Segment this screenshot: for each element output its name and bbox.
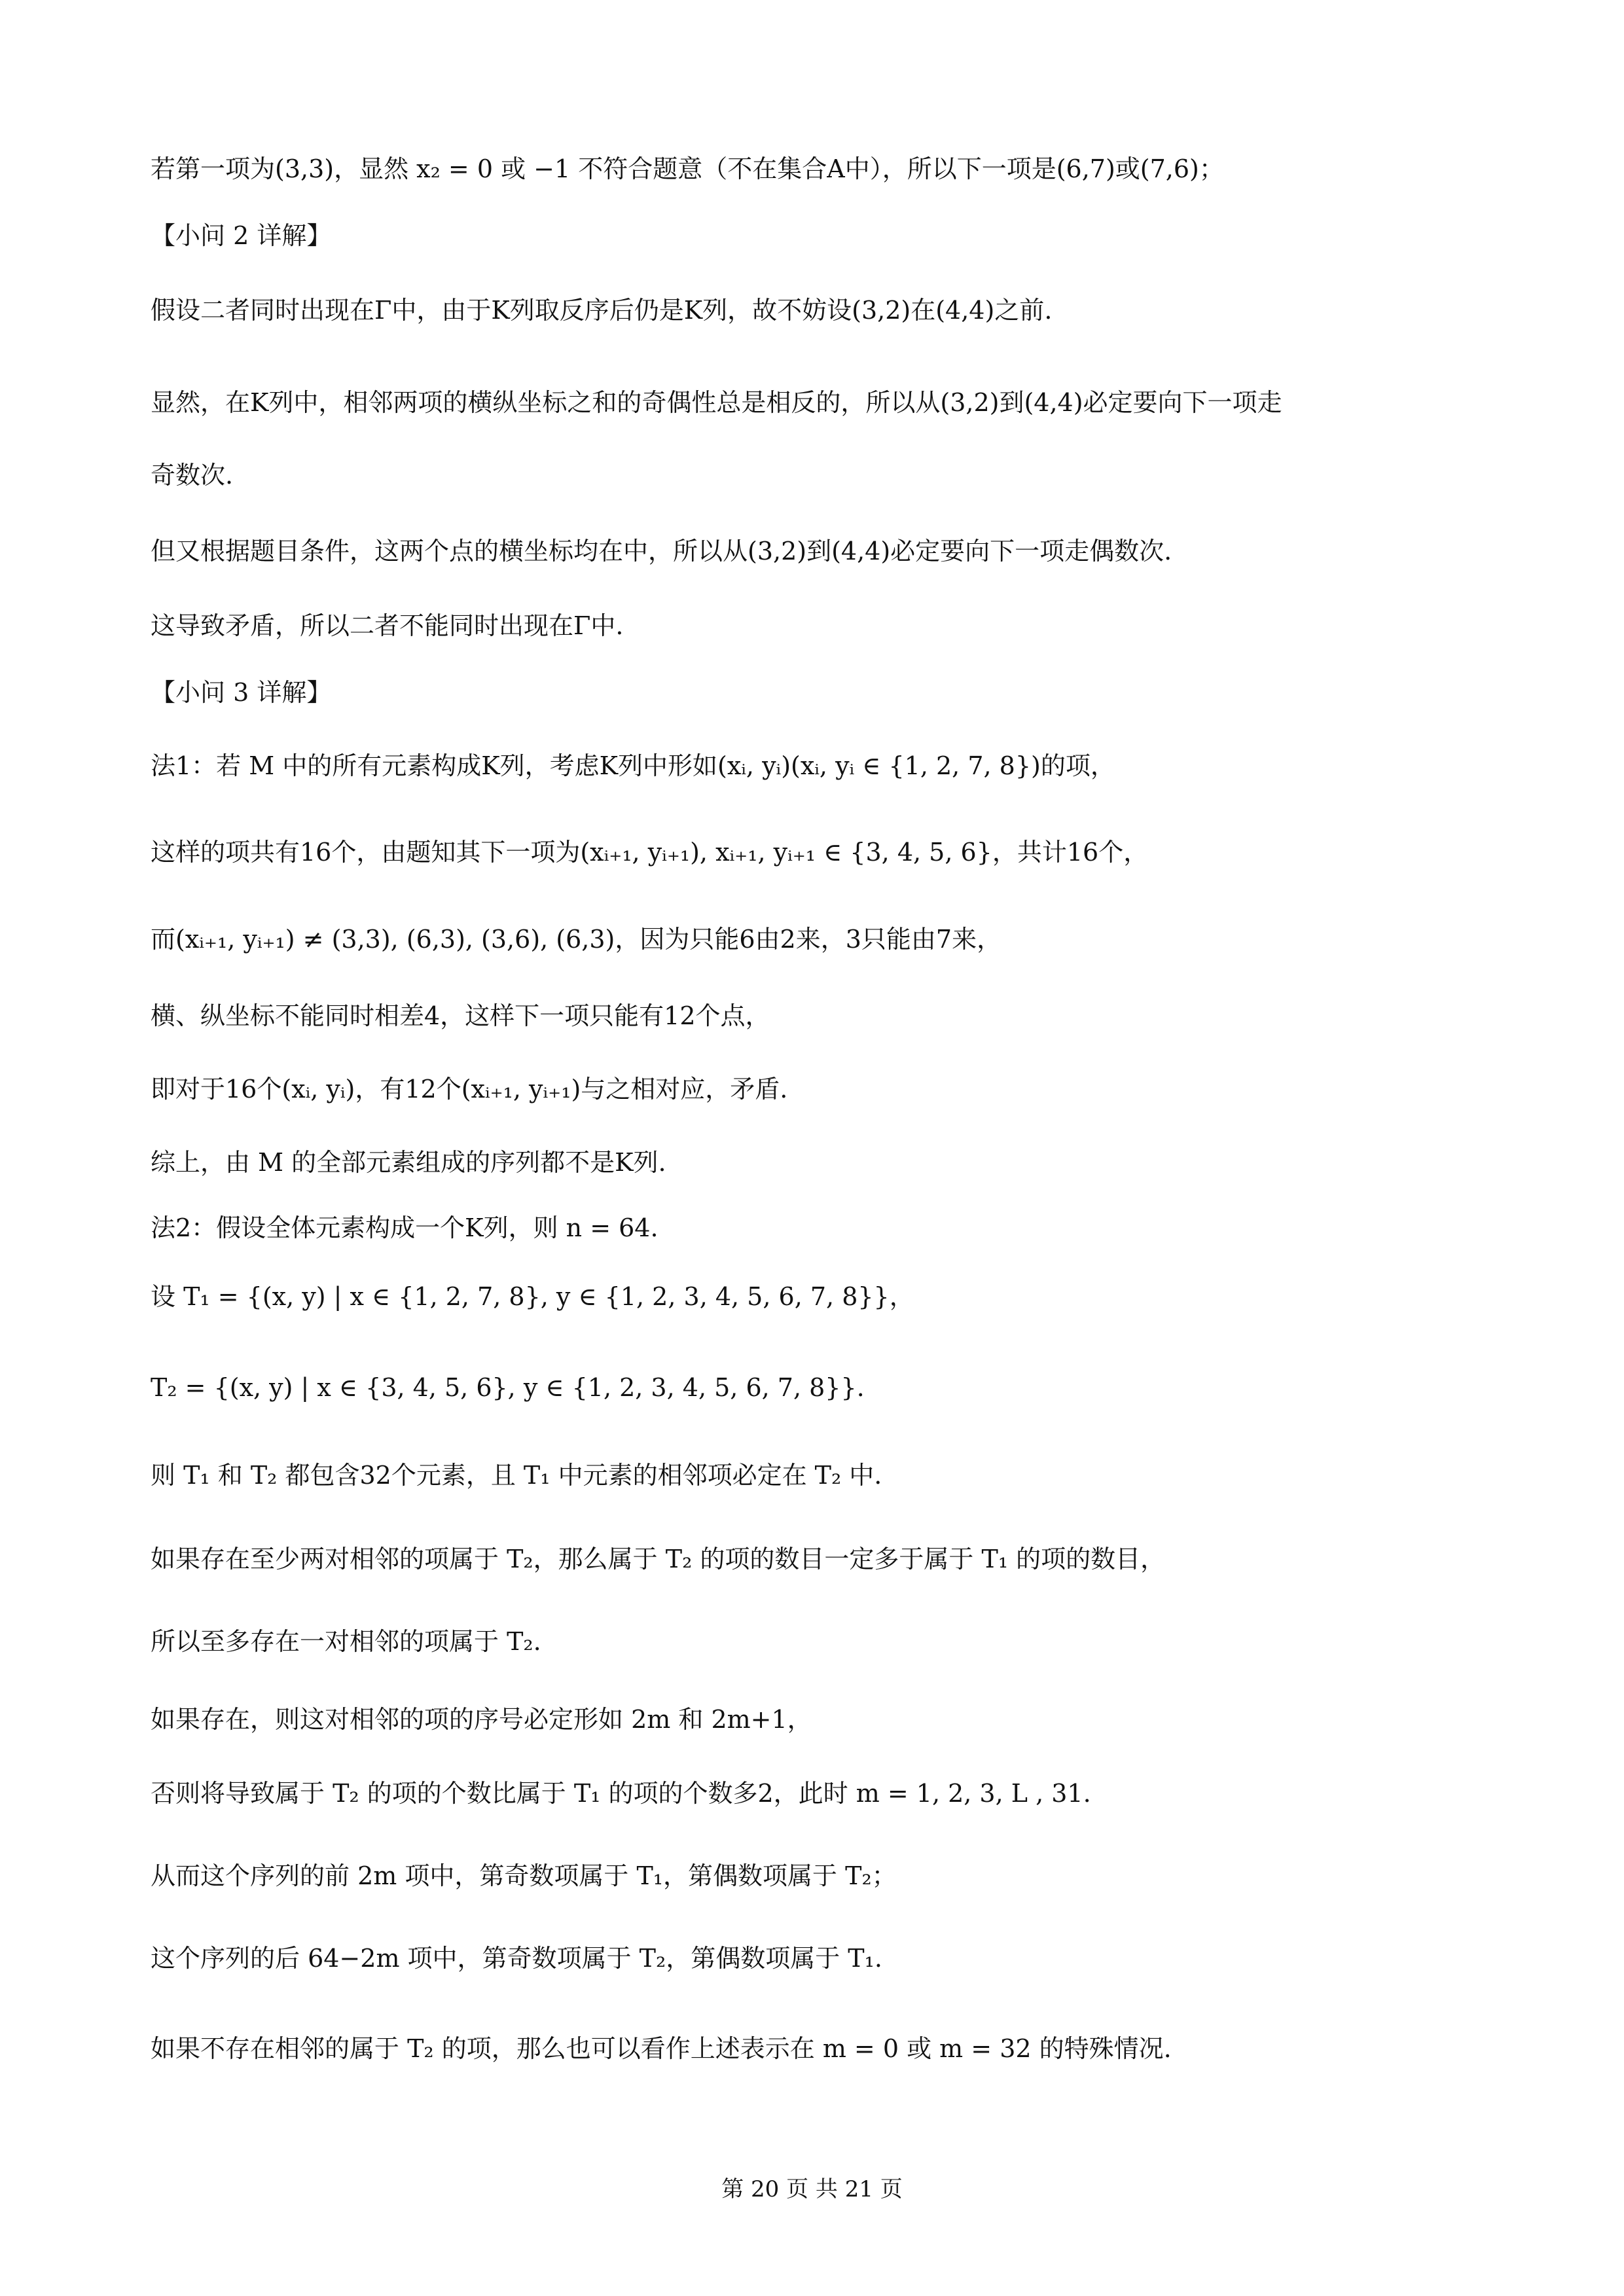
section-heading-q2: 【小问 2 详解】 (151, 221, 332, 250)
paragraph-line-21: 从而这个序列的前 2m 项中，第奇数项属于 T₁，第偶数项属于 T₂； (151, 1861, 897, 1890)
paragraph-line-16: 则 T₁ 和 T₂ 都包含32个元素，且 T₁ 中元素的相邻项必定在 T₂ 中. (151, 1461, 882, 1490)
paragraph-line-22: 这个序列的后 64−2m 项中，第奇数项属于 T₂，第偶数项属于 T₁. (151, 1944, 882, 1973)
paragraph-line-14: 设 T₁ = {(x, y) | x ∈ {1, 2, 7, 8}, y ∈ {1, 2, 3, 4, 5, 6, 7, 8}}， (151, 1282, 914, 1311)
paragraph-line-8: 这样的项共有16个，由题知其下一项为(xᵢ₊₁, yᵢ₊₁), xᵢ₊₁, yᵢ₊₁ ∈ {3, 4, 5, 6}，共计16个， (151, 838, 1149, 867)
paragraph-line-18: 所以至多存在一对相邻的项属于 T₂. (151, 1627, 541, 1656)
paragraph-line-13: 法2：假设全体元素构成一个K列，则 n = 64. (151, 1213, 659, 1242)
paragraph-line-20: 否则将导致属于 T₂ 的项的个数比属于 T₁ 的项的个数多2，此时 m = 1, 2, 3, L , 31. (151, 1779, 1091, 1808)
section-heading-q3: 【小问 3 详解】 (151, 678, 332, 707)
paragraph-line-12: 综上，由 M 的全部元素组成的序列都不是K列. (151, 1148, 666, 1177)
paragraph-line-17: 如果存在至少两对相邻的项属于 T₂，那么属于 T₂ 的项的数目一定多于属于 T₁ 的项的数目， (151, 1545, 1166, 1573)
page-footer: 第 20 页 共 21 页 (721, 2176, 903, 2202)
paragraph-line-23: 如果不存在相邻的属于 T₂ 的项，那么也可以看作上述表示在 m = 0 或 m = 32 的特殊情况. (151, 2034, 1172, 2063)
paragraph-line-15: T₂ = {(x, y) | x ∈ {3, 4, 5, 6}, y ∈ {1, 2, 3, 4, 5, 6, 7, 8}}. (151, 1373, 865, 1402)
paragraph-line-3: 显然，在K列中，相邻两项的横纵坐标之和的奇偶性总是相反的，所以从(3,2)到(4,4)必定要向下一项走 (151, 388, 1282, 417)
paragraph-line-2: 假设二者同时出现在Γ中，由于K列取反序后仍是K列，故不妨设(3,2)在(4,4)之前. (151, 296, 1053, 325)
paragraph-line-9: 而(xᵢ₊₁, yᵢ₊₁) ≠ (3,3), (6,3), (3,6), (6,3)，因为只能6由2来，3只能由7来， (151, 925, 1002, 954)
paragraph-line-19: 如果存在，则这对相邻的项的序号必定形如 2m 和 2m+1， (151, 1705, 812, 1734)
paragraph-line-11: 即对于16个(xᵢ, yᵢ)，有12个(xᵢ₊₁, yᵢ₊₁)与之相对应，矛盾. (151, 1075, 788, 1103)
paragraph-line-6: 这导致矛盾，所以二者不能同时出现在Γ中. (151, 611, 624, 640)
paragraph-line-7: 法1：若 M 中的所有元素构成K列，考虑K列中形如(xᵢ, yᵢ)(xᵢ, yᵢ ∈ {1, 2, 7, 8})的项， (151, 751, 1115, 780)
paragraph-line-4: 奇数次. (151, 461, 234, 490)
paragraph-line-5: 但又根据题目条件，这两个点的横坐标均在中，所以从(3,2)到(4,4)必定要向下一项走偶数次. (151, 537, 1172, 565)
paragraph-line-1: 若第一项为(3,3)，显然 x₂ = 0 或 −1 不符合题意（不在集合A中），所以下一项是(6,7)或(7,6)； (151, 154, 1224, 183)
paragraph-line-10: 横、纵坐标不能同时相差4，这样下一项只能有12个点， (151, 1001, 770, 1030)
